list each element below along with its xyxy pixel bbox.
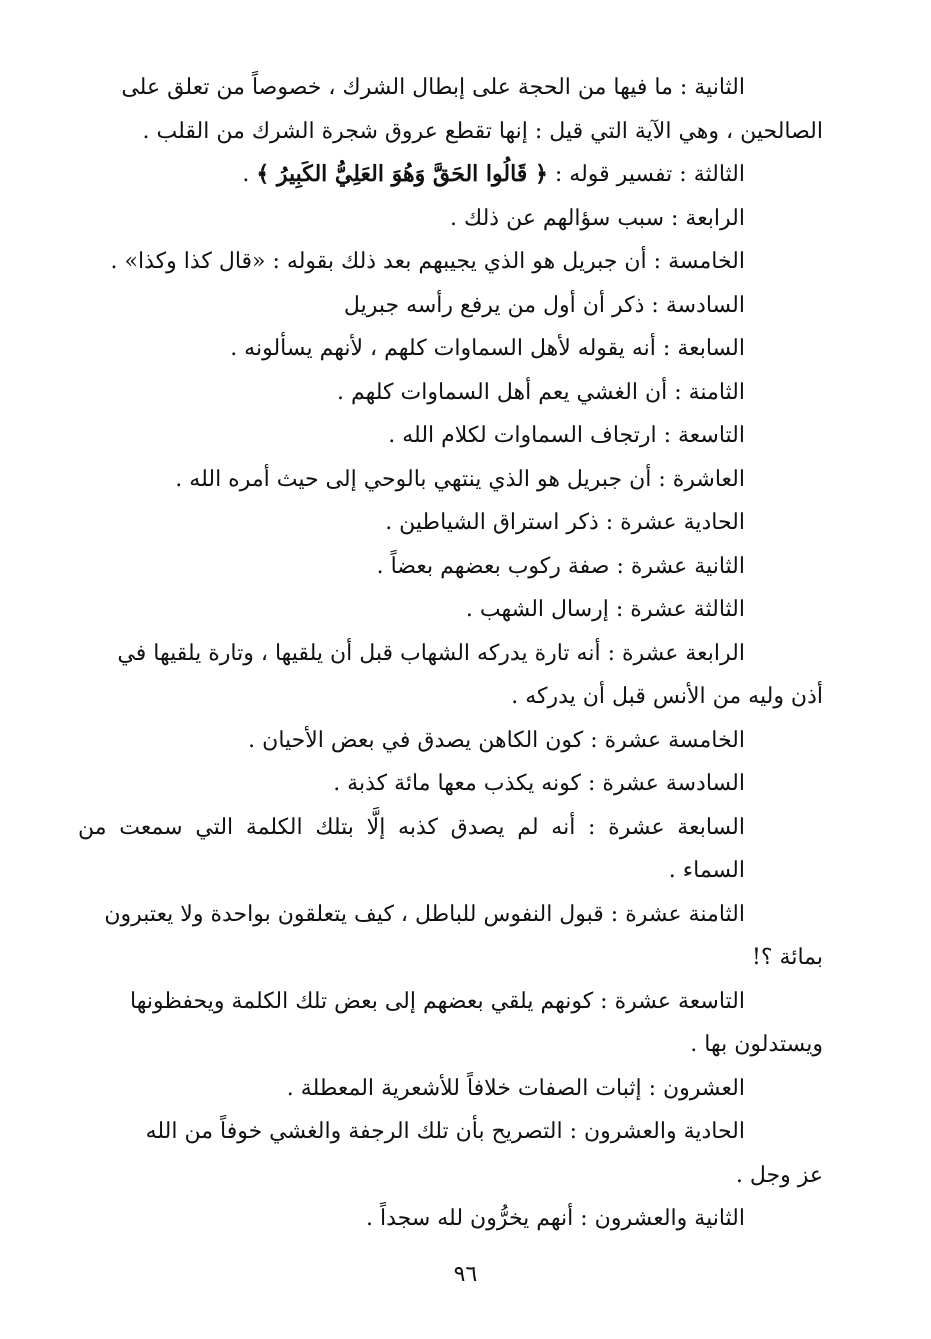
line-text: السابعة : أنه يقوله لأهل السماوات كلهم ، لأنهم يسألونه . bbox=[230, 336, 745, 361]
line-25 bbox=[78, 1154, 823, 1198]
line-21 bbox=[78, 980, 763, 1024]
line-26 bbox=[78, 1197, 763, 1241]
line-text: بمائة ؟! bbox=[752, 945, 823, 970]
line-12 bbox=[78, 545, 763, 589]
line-2 bbox=[78, 110, 823, 154]
line-text: التاسعة : ارتجاف السماوات لكلام الله . bbox=[388, 423, 745, 448]
page-number: ٩٦ bbox=[453, 1262, 478, 1287]
line-16 bbox=[78, 719, 763, 763]
line-text: الخامسة : أن جبريل هو الذي يجيبهم بعد ذلك بقوله : «قال كذا وكذا» . bbox=[110, 249, 745, 274]
line-10 bbox=[78, 458, 763, 502]
line-24 bbox=[78, 1110, 763, 1154]
line-text: الثالثة : تفسير قوله : bbox=[547, 162, 745, 187]
line-text: السادسة عشرة : كونه يكذب معها مائة كذبة . bbox=[333, 771, 745, 796]
line-text: الثامنة عشرة : قبول النفوس للباطل ، كيف يتعلقون بواحدة ولا يعتبرون bbox=[104, 901, 745, 927]
line-text: العشرون : إثبات الصفات خلافاً للأشعرية المعطلة . bbox=[286, 1075, 745, 1101]
line-text: . bbox=[242, 162, 257, 187]
line-text: الصالحين ، وهي الآية التي قيل : إنها تقطع عروق شجرة الشرك من القلب . bbox=[142, 118, 823, 144]
quran-verse: ﴿ قَالُوا الحَقَّ وَهُوَ العَلِيُّ الكَبِيرُ ﴾ bbox=[256, 161, 548, 187]
line-22 bbox=[78, 1023, 823, 1067]
line-15 bbox=[78, 675, 823, 719]
line-3 bbox=[78, 153, 763, 197]
line-text: الخامسة عشرة : كون الكاهن يصدق في بعض الأحيان . bbox=[248, 727, 745, 753]
line-4 bbox=[78, 197, 763, 241]
line-8 bbox=[78, 371, 763, 415]
line-text: الثامنة : أن الغشي يعم أهل السماوات كلهم . bbox=[337, 379, 745, 405]
line-text: العاشرة : أن جبريل هو الذي ينتهي بالوحي إلى حيث أمره الله . bbox=[175, 466, 745, 492]
line-text: الثانية والعشرون : أنهم يخرُّون لله سجداً . bbox=[365, 1206, 745, 1231]
line-17 bbox=[78, 762, 763, 806]
line-5 bbox=[78, 240, 763, 284]
line-text: الحادية والعشرون : التصريح بأن تلك الرجفة والغشي خوفاً من الله bbox=[145, 1119, 745, 1144]
line-14 bbox=[78, 632, 763, 676]
line-11 bbox=[78, 501, 763, 545]
line-text: أذن وليه من الأنس قبل أن يدركه . bbox=[511, 684, 823, 709]
line-text: الحادية عشرة : ذكر استراق الشياطين . bbox=[385, 510, 745, 535]
line-text: عز وجل . bbox=[735, 1162, 823, 1188]
line-1 bbox=[78, 66, 763, 110]
line-20 bbox=[78, 936, 823, 980]
line-6 bbox=[78, 284, 763, 328]
line-text: الثانية عشرة : صفة ركوب بعضهم بعضاً . bbox=[376, 553, 745, 579]
line-text: الثالثة عشرة : إرسال الشهب . bbox=[465, 597, 745, 622]
line-text: التاسعة عشرة : كونهم يلقي بعضهم إلى بعض تلك الكلمة ويحفظونها bbox=[130, 988, 745, 1014]
line-text: السادسة : ذكر أن أول من يرفع رأسه جبريل bbox=[343, 292, 745, 318]
line-text: ويستدلون بها . bbox=[690, 1032, 823, 1057]
line-19 bbox=[78, 893, 763, 937]
line-text: السابعة عشرة : أنه لم يصدق كذبه إلَّا بتلك الكلمة التي سمعت من السماء . bbox=[78, 814, 745, 883]
line-text: الرابعة عشرة : أنه تارة يدركه الشهاب قبل أن يلقيها ، وتارة يلقيها في bbox=[117, 640, 745, 666]
line-7 bbox=[78, 327, 763, 371]
line-23 bbox=[78, 1067, 763, 1111]
line-9 bbox=[78, 414, 763, 458]
line-text: الرابعة : سبب سؤالهم عن ذلك . bbox=[450, 205, 745, 231]
line-13 bbox=[78, 588, 763, 632]
line-18 bbox=[78, 806, 763, 893]
line-text: الثانية : ما فيها من الحجة على إبطال الشرك ، خصوصاً من تعلق على bbox=[121, 75, 745, 100]
